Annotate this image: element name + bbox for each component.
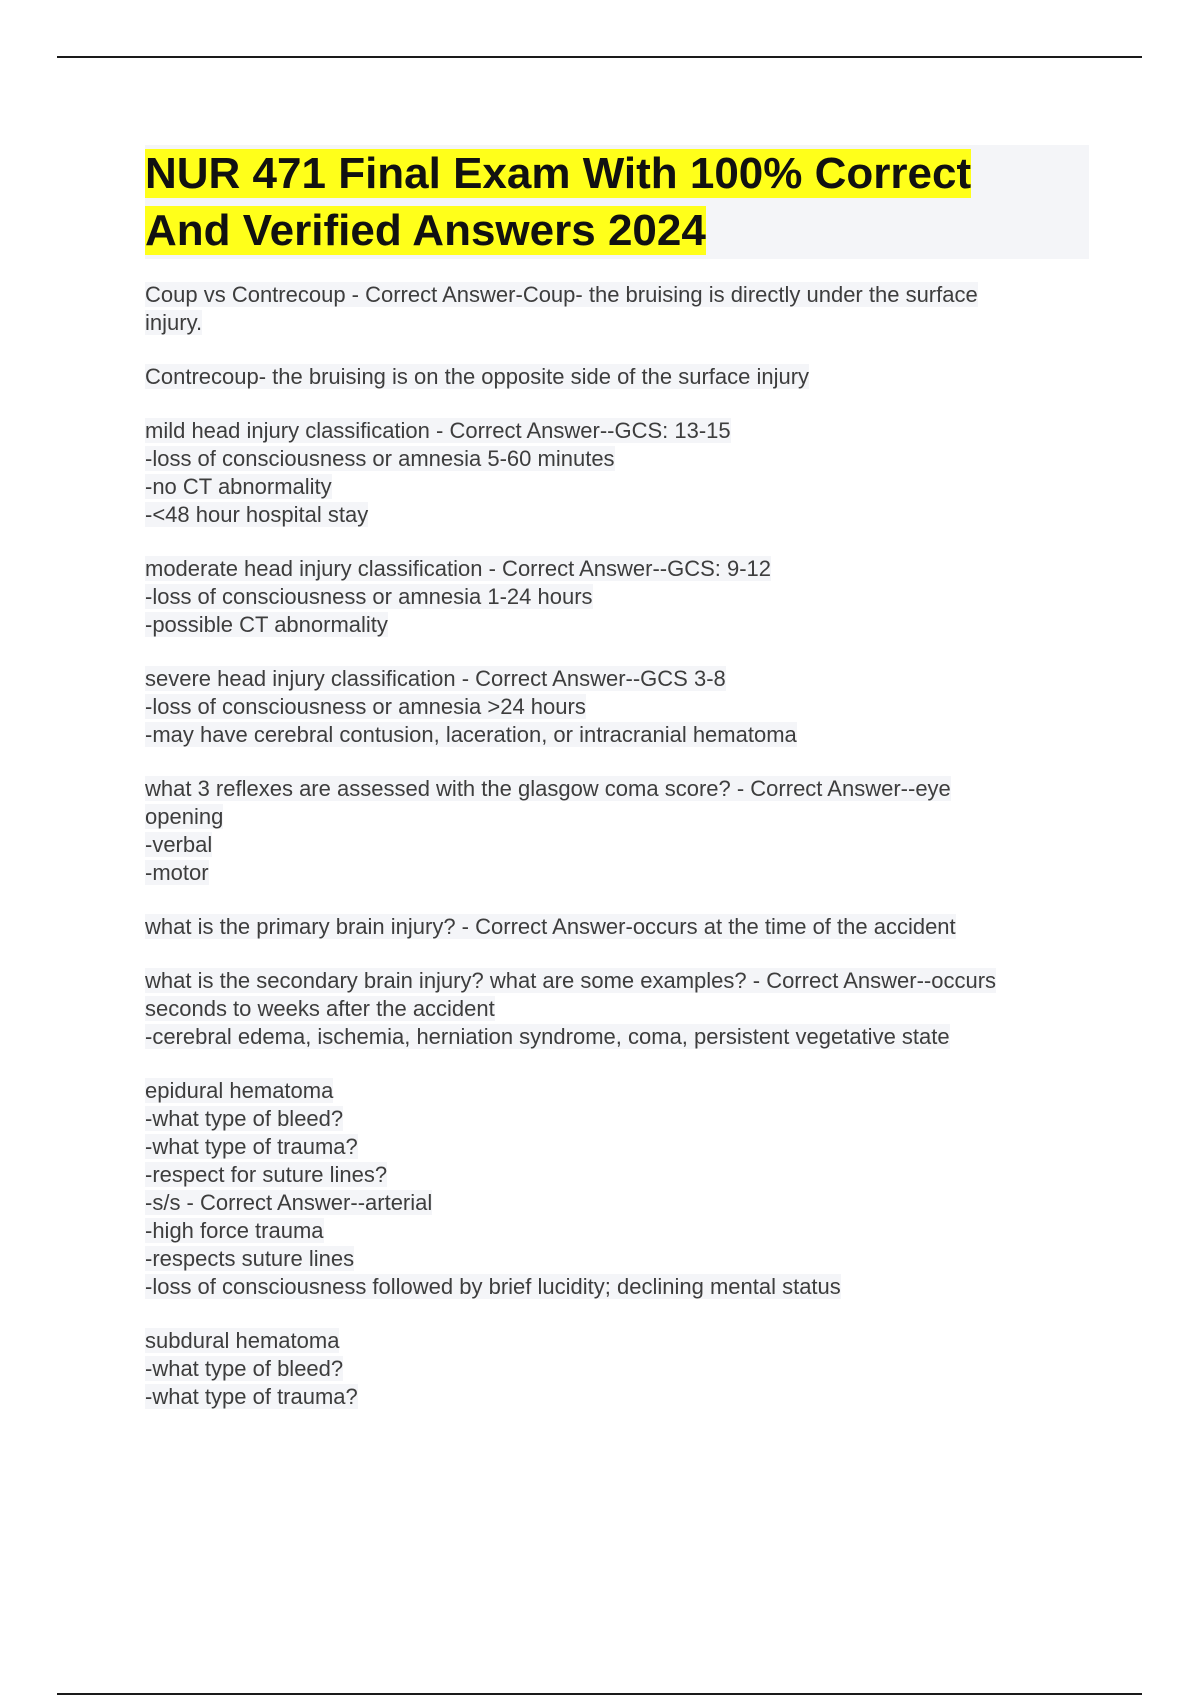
document-title <box>145 145 1089 259</box>
qa-line-text: severe head injury classification - Correct Answer--GCS 3-8 <box>145 666 726 691</box>
qa-entry <box>145 417 1090 529</box>
qa-line <box>145 1105 1090 1133</box>
qa-line-text: -loss of consciousness or amnesia >24 hours <box>145 694 586 719</box>
title-line-1: NUR 471 Final Exam With 100% Correct <box>145 149 972 198</box>
qa-line-text: -motor <box>145 860 209 885</box>
qa-line-text: -no CT abnormality <box>145 474 332 499</box>
qa-line-text: -what type of bleed? <box>145 1106 344 1131</box>
qa-line <box>145 1023 1090 1051</box>
qa-entry <box>145 1327 1090 1411</box>
qa-line <box>145 1189 1090 1217</box>
qa-line <box>145 281 1090 309</box>
qa-line <box>145 831 1090 859</box>
qa-line <box>145 611 1090 639</box>
qa-line-text: subdural hematoma <box>145 1328 340 1353</box>
qa-line <box>145 1133 1090 1161</box>
qa-line <box>145 693 1090 721</box>
qa-line <box>145 913 1090 941</box>
qa-line-text: -respect for suture lines? <box>145 1162 388 1187</box>
qa-line <box>145 995 1090 1023</box>
qa-line-text: seconds to weeks after the accident <box>145 996 495 1021</box>
qa-line-text: -possible CT abnormality <box>145 612 388 637</box>
title-line-2: And Verified Answers 2024 <box>145 206 706 255</box>
qa-line <box>145 1077 1090 1105</box>
qa-line-text: -respects suture lines <box>145 1246 355 1271</box>
qa-entry <box>145 363 1090 391</box>
qa-line-text: what is the secondary brain injury? what are some examples? - Correct Answer--occurs <box>145 968 997 993</box>
qa-line-text: what 3 reflexes are assessed with the glasgow coma score? - Correct Answer--eye <box>145 776 951 801</box>
qa-line-text: -s/s - Correct Answer--arterial <box>145 1190 433 1215</box>
qa-line <box>145 1245 1090 1273</box>
qa-line-text: Contrecoup- the bruising is on the opposite side of the surface injury <box>145 364 810 389</box>
qa-line <box>145 363 1090 391</box>
qa-line-text: what is the primary brain injury? - Correct Answer-occurs at the time of the accident <box>145 914 956 939</box>
qa-line-text: opening <box>145 804 224 829</box>
qa-line-text: -loss of consciousness or amnesia 1-24 hours <box>145 584 593 609</box>
document-body <box>145 145 1090 1437</box>
qa-line <box>145 501 1090 529</box>
qa-line <box>145 473 1090 501</box>
qa-line-text: moderate head injury classification - Correct Answer--GCS: 9-12 <box>145 556 772 581</box>
qa-line <box>145 1327 1090 1355</box>
qa-line-text: -may have cerebral contusion, laceration, or intracranial hematoma <box>145 722 797 747</box>
qa-entry <box>145 555 1090 639</box>
qa-line-text: -loss of consciousness or amnesia 5-60 minutes <box>145 446 615 471</box>
qa-line-text: Coup vs Contrecoup - Correct Answer-Coup- the bruising is directly under the surface <box>145 282 978 307</box>
qa-line <box>145 445 1090 473</box>
qa-line <box>145 309 1090 337</box>
qa-line-text: -high force trauma <box>145 1218 324 1243</box>
top-rule <box>57 56 1142 58</box>
qa-line <box>145 803 1090 831</box>
qa-line-text: injury. <box>145 310 203 335</box>
qa-line-text: -what type of bleed? <box>145 1356 344 1381</box>
qa-line <box>145 1273 1090 1301</box>
qa-line <box>145 555 1090 583</box>
qa-line-text: epidural hematoma <box>145 1078 334 1103</box>
qa-line-text: -cerebral edema, ischemia, herniation syndrome, coma, persistent vegetative state <box>145 1024 950 1049</box>
qa-line <box>145 967 1090 995</box>
title-block <box>145 145 1089 259</box>
qa-line-text: mild head injury classification - Correct Answer--GCS: 13-15 <box>145 418 731 443</box>
qa-line <box>145 1217 1090 1245</box>
qa-line <box>145 417 1090 445</box>
qa-line <box>145 1161 1090 1189</box>
qa-line <box>145 1355 1090 1383</box>
bottom-rule <box>57 1693 1142 1695</box>
qa-entry <box>145 775 1090 887</box>
qa-list <box>145 281 1090 1411</box>
qa-entry <box>145 1077 1090 1301</box>
qa-line-text: -<48 hour hospital stay <box>145 502 369 527</box>
qa-entry <box>145 281 1090 337</box>
qa-line-text: -verbal <box>145 832 213 857</box>
qa-line <box>145 859 1090 887</box>
qa-entry <box>145 967 1090 1051</box>
qa-line <box>145 665 1090 693</box>
qa-line <box>145 583 1090 611</box>
qa-line <box>145 775 1090 803</box>
qa-entry <box>145 913 1090 941</box>
qa-entry <box>145 665 1090 749</box>
qa-line <box>145 1383 1090 1411</box>
qa-line-text: -what type of trauma? <box>145 1384 358 1409</box>
qa-line-text: -loss of consciousness followed by brief lucidity; declining mental status <box>145 1274 841 1299</box>
qa-line-text: -what type of trauma? <box>145 1134 358 1159</box>
qa-line <box>145 721 1090 749</box>
